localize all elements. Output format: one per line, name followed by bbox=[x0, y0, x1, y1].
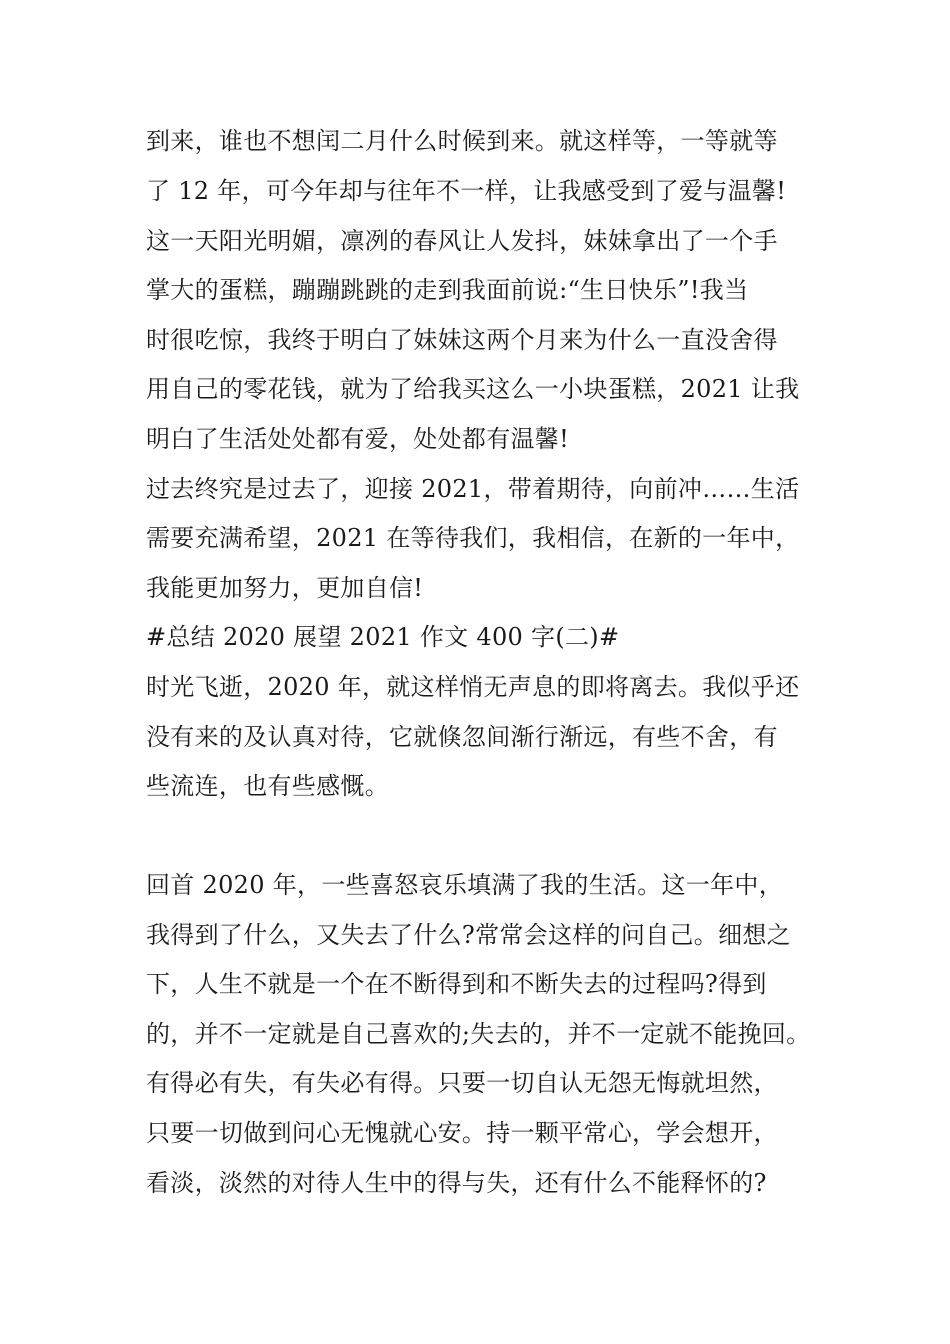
text-line: 过去终究是过去了，迎接 2021，带着期待，向前冲……生活 bbox=[146, 475, 800, 503]
text-line: 到来，谁也不想闰二月什么时候到来。就这样等，一等就等 bbox=[146, 127, 778, 155]
section-heading: #总结 2020 展望 2021 作文 400 字(二)# bbox=[146, 623, 620, 651]
text-line: 时很吃惊，我终于明白了妹妹这两个月来为什么一直没舍得 bbox=[146, 326, 778, 354]
text-line: 回首 2020 年，一些喜怒哀乐填满了我的生活。这一年中， bbox=[146, 871, 784, 899]
text-line: 掌大的蛋糕，蹦蹦跳跳的走到我面前说:“生日快乐”!我当 bbox=[146, 276, 749, 304]
text-line: 有得必有失，有失必有得。只要一切自认无怨无悔就坦然， bbox=[146, 1069, 778, 1097]
text-line: 用自己的零花钱，就为了给我买这么一小块蛋糕，2021 让我 bbox=[146, 375, 800, 403]
text-line: 没有来的及认真对待，它就倏忽间渐行渐远，有些不舍，有 bbox=[146, 723, 778, 751]
text-line: 了 12 年，可今年却与往年不一样，让我感受到了爱与温馨! bbox=[146, 177, 787, 205]
text-line: 时光飞逝，2020 年，就这样悄无声息的即将离去。我似乎还 bbox=[146, 673, 800, 701]
text-line: 我能更加努力，更加自信! bbox=[146, 574, 424, 602]
text-line: 看淡，淡然的对待人生中的得与失，还有什么不能释怀的? bbox=[146, 1169, 767, 1197]
text-line: 这一天阳光明媚，凛冽的春风让人发抖，妹妹拿出了一个手 bbox=[146, 227, 778, 255]
text-line: 的，并不一定就是自己喜欢的;失去的，并不一定就不能挽回。 bbox=[146, 1020, 811, 1048]
text-line: 我得到了什么，又失去了什么?常常会这样的问自己。细想之 bbox=[146, 921, 791, 949]
text-line: 只要一切做到问心无愧就心安。持一颗平常心，学会想开， bbox=[146, 1119, 778, 1147]
text-line: 明白了生活处处都有爱，处处都有温馨! bbox=[146, 425, 570, 453]
text-line: 下，人生不就是一个在不断得到和不断失去的过程吗?得到 bbox=[146, 970, 767, 998]
text-line: 些流连，也有些感慨。 bbox=[146, 772, 389, 800]
text-line: 需要充满希望，2021 在等待我们，我相信，在新的一年中， bbox=[146, 524, 800, 552]
